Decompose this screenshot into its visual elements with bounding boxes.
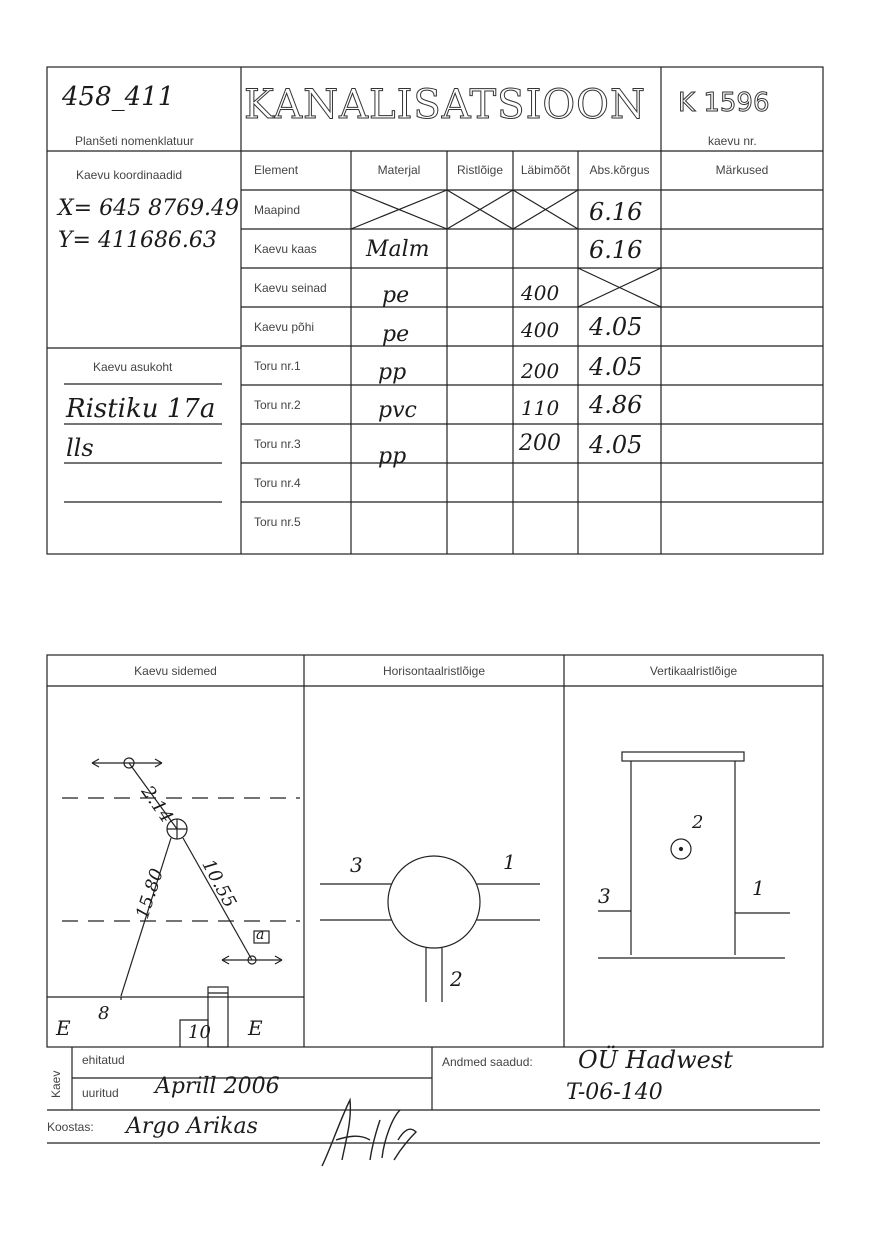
cell-diameter: 400: [521, 318, 560, 342]
header-diameter: Läbimõõt: [520, 163, 571, 177]
header-notes: Märkused: [715, 163, 769, 177]
data-source-value: OÜ Hadwest: [578, 1046, 733, 1074]
planset-label: Planšeti nomenklatuur: [75, 134, 194, 148]
compiled-label: Koostas:: [47, 1120, 94, 1134]
form-title: KANALISATSIOON: [244, 82, 646, 128]
cell-height: 4.05: [589, 313, 643, 341]
cell-height: 4.05: [589, 431, 643, 459]
lid-marker-label: a: [256, 927, 265, 943]
location-line1: Ristiku 17a: [66, 394, 216, 424]
cell-diameter: 200: [521, 359, 560, 383]
coordinates-label: Kaevu koordinaadid: [76, 168, 183, 182]
surveyed-value: Aprill 2006: [155, 1074, 280, 1099]
pipe-label: 3: [350, 853, 363, 877]
pipe-label: 1: [752, 876, 765, 900]
cell-height: 4.05: [589, 353, 643, 381]
header-section: Ristlõige: [456, 163, 504, 177]
pipe-label: 2: [692, 812, 704, 833]
data-source-label: Andmed saadud:: [442, 1055, 533, 1069]
dimension-label: 15.80: [132, 865, 168, 922]
row-element: Toru nr.1: [254, 359, 301, 373]
cell-material: pvc: [378, 398, 417, 423]
compiled-value: Argo Arikas: [126, 1114, 258, 1139]
surveyed-label: uuritud: [82, 1086, 119, 1100]
cell-diameter: 200: [519, 431, 561, 456]
row-element: Kaevu põhi: [254, 320, 315, 334]
cell-height: 6.16: [589, 236, 643, 264]
row-element: Kaevu kaas: [254, 242, 317, 256]
header-element: Element: [254, 163, 299, 177]
pipe-label: 3: [598, 884, 611, 908]
building-number: 8: [98, 1003, 110, 1024]
location-label: Kaevu asukoht: [93, 360, 173, 374]
dimension-label: 2.14: [136, 782, 177, 827]
row-element: Maapind: [254, 203, 301, 217]
well-number: K 1596: [678, 88, 770, 118]
row-element: Toru nr.2: [254, 398, 301, 412]
building-number: 10: [188, 1022, 211, 1043]
cell-diameter: 400: [521, 281, 560, 305]
cell-material: Malm: [366, 237, 430, 262]
coordinate-y: Y= 411686.63: [58, 228, 217, 253]
building-label: E: [248, 1016, 263, 1040]
data-source-code: T-06-140: [566, 1080, 663, 1105]
well-number-label: kaevu nr.: [708, 134, 757, 148]
dimension-label: 10.55: [197, 856, 241, 912]
cell-material: pp: [378, 444, 407, 469]
row-element: Toru nr.3: [254, 437, 301, 451]
row-element: Kaevu seinad: [254, 281, 327, 295]
row-element: Toru nr.5: [254, 515, 301, 529]
location-line2: lls: [66, 434, 94, 462]
cell-height: 6.16: [589, 198, 643, 226]
header-height: Abs.kõrgus: [589, 163, 650, 177]
cell-diameter: 110: [521, 396, 560, 420]
cell-material: pp: [378, 360, 407, 385]
cell-material: pe: [382, 283, 410, 308]
built-label: ehitatud: [82, 1053, 125, 1067]
side-label: Kaev: [49, 1070, 63, 1098]
planset-value: 458_411: [62, 82, 175, 112]
building-label: E: [56, 1016, 71, 1040]
header-material: Materjal: [377, 163, 421, 177]
row-element: Toru nr.4: [254, 476, 301, 490]
pipe-label: 1: [503, 850, 516, 874]
coordinate-x: X= 645 8769.49: [58, 196, 240, 221]
sketch-vertical-title: Vertikaalristlõige: [649, 664, 738, 678]
pipe-label: 2: [450, 967, 463, 991]
cell-height: 4.86: [589, 391, 643, 419]
cell-material: pe: [382, 322, 410, 347]
sketch-horizontal-title: Horisontaalristlõige: [382, 664, 486, 678]
sketch-connections-title: Kaevu sidemed: [134, 664, 217, 678]
